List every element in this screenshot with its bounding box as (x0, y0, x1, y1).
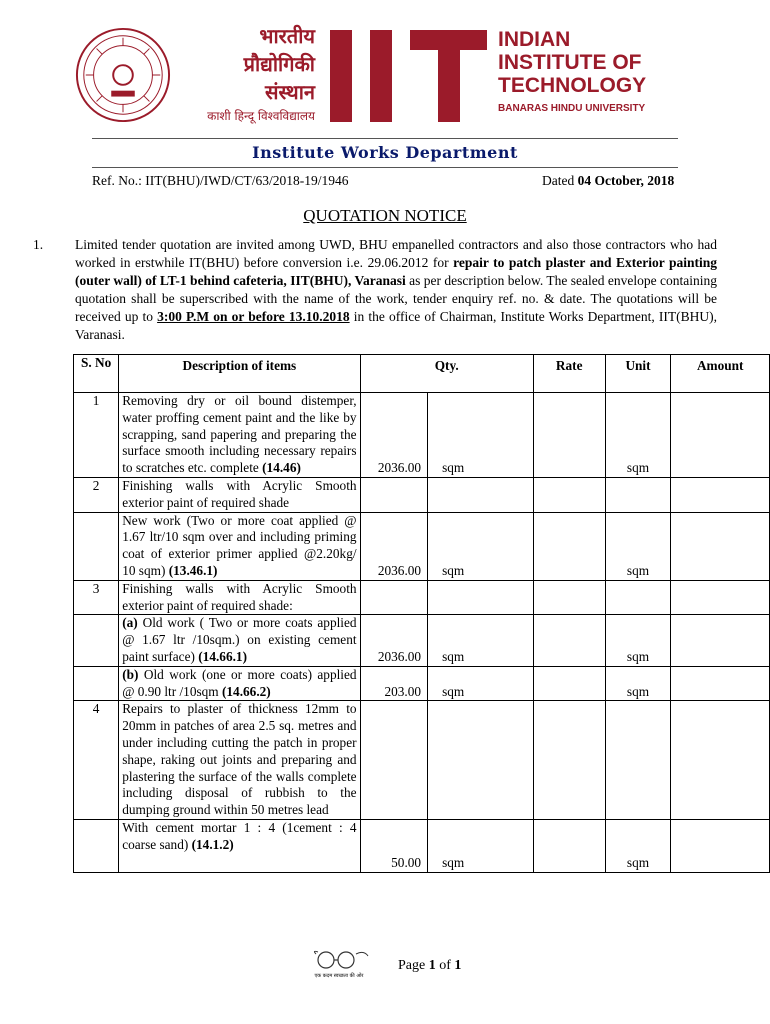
row-unit: sqm (605, 615, 671, 666)
header-qty: Qty. (360, 355, 533, 393)
row-qty (360, 477, 428, 512)
eng-subtitle: BANARAS HINDU UNIVERSITY (498, 103, 646, 114)
row-amount (671, 666, 770, 701)
notice-paragraph (33, 236, 717, 344)
desc-text: Old work ( Two or more coats applied @ 1.67 ltr /10sqm.) on existing cement paint surface) (122, 615, 357, 664)
row-unit (605, 477, 671, 512)
desc-text: Old work (one or more coats) applied @ 0.90 ltr /10sqm (122, 666, 357, 699)
row-qty-unit: sqm (428, 819, 534, 872)
row-rate (533, 819, 605, 872)
row-qty: 50.00 (360, 819, 428, 872)
row-rate (533, 615, 605, 666)
row-rate (533, 477, 605, 512)
desc-prefix: (b) (122, 666, 139, 682)
eng-line-1: INDIAN (498, 28, 571, 51)
table-row (74, 819, 770, 872)
date-line (542, 173, 674, 189)
row-description: Repairs to plaster of thickness 12mm to 20mm in patches of area 2.5 sq. metres and under including cutting the patch in proper shape, raking out joints and preparing and plastering the surface of the walls complete including disposal of rubbish to the dumping ground within 50 metres lead (119, 701, 360, 820)
row-qty: 2036.00 (360, 393, 428, 478)
hindi-line-2: प्रौद्योगिकी (243, 52, 315, 76)
row-amount (671, 701, 770, 820)
row-rate (533, 701, 605, 820)
row-qty: 2036.00 (360, 615, 428, 666)
desc-code: (14.1.2) (191, 836, 234, 852)
row-qty-unit (428, 477, 534, 512)
row-unit (605, 580, 671, 615)
row-amount (671, 615, 770, 666)
table-row (74, 615, 770, 666)
para-work-name: repair to patch plaster and Exterior painting (outer wall) of LT-1 behind cafeteria, IIT(BHU), Varanasi (75, 255, 718, 288)
table-row (74, 512, 770, 580)
header-rate: Rate (533, 355, 605, 393)
row-sno (74, 512, 119, 580)
para-text-2: as per description below. The sealed envelope containing quotation shall be superscribed with the name of the work, tender enquiry ref. no. & date. The quotations will be received up to (75, 273, 717, 324)
row-unit (605, 701, 671, 820)
institute-seal-logo (74, 26, 172, 124)
table-row (74, 666, 770, 701)
swachh-bharat-logo (308, 950, 370, 980)
page-total: 1 (454, 958, 462, 973)
row-amount (671, 819, 770, 872)
para-text-1: Limited tender quotation are invited among UWD, BHU empanelled contractors and also those contractors who had worked in erstwhile IT(BHU) before conversion i.e. 29.06.2012 for (75, 237, 717, 270)
row-qty: 2036.00 (360, 512, 428, 580)
row-description (119, 512, 360, 580)
row-amount (671, 512, 770, 580)
items-table (73, 354, 770, 873)
row-description (119, 393, 360, 478)
row-description: Finishing walls with Acrylic Smooth exterior paint of required shade (119, 477, 360, 512)
reference-number: Ref. No.: IIT(BHU)/IWD/CT/63/2018-19/1946 (92, 173, 349, 188)
desc-text: With cement mortar 1 : 4 (1cement : 4 coarse sand) (122, 819, 357, 852)
row-amount (671, 393, 770, 478)
footer-logo-text: एक कदम स्वच्छता की ओर (314, 973, 364, 979)
row-qty-unit (428, 701, 534, 820)
row-unit: sqm (605, 666, 671, 701)
table-row (74, 477, 770, 512)
row-sno: 4 (74, 701, 119, 820)
page-number (398, 958, 461, 974)
desc-code: (13.46.1) (168, 562, 218, 578)
hindi-line-1: भारतीय (259, 24, 315, 48)
page-of: of (439, 958, 451, 973)
row-unit: sqm (605, 393, 671, 478)
hindi-subtitle: काशी हिन्दू विश्वविद्यालय (207, 109, 315, 123)
row-amount (671, 580, 770, 615)
page-current: 1 (428, 958, 436, 973)
row-sno (74, 666, 119, 701)
para-text-3: in the office of Chairman, Institute Works Department, IIT(BHU), Varanasi. (75, 309, 717, 342)
row-unit: sqm (605, 819, 671, 872)
row-description: Finishing walls with Acrylic Smooth exterior paint of required shade: (119, 580, 360, 615)
desc-code: (14.66.1) (198, 648, 247, 664)
paragraph-text (75, 236, 717, 344)
row-qty (360, 701, 428, 820)
table-row (74, 393, 770, 478)
dated-label: Dated (542, 173, 575, 188)
row-qty-unit: sqm (428, 393, 534, 478)
header-amount: Amount (671, 355, 770, 393)
department-title: Institute Works Department (252, 143, 518, 162)
row-sno (74, 615, 119, 666)
row-sno (74, 819, 119, 872)
desc-code: (14.46) (262, 460, 301, 476)
row-rate (533, 393, 605, 478)
row-rate (533, 580, 605, 615)
row-qty-unit: sqm (428, 615, 534, 666)
row-qty-unit: sqm (428, 512, 534, 580)
department-divider (92, 167, 678, 168)
hindi-line-3: संस्थान (265, 80, 315, 104)
row-description (119, 819, 360, 872)
english-name-block (498, 28, 646, 117)
row-qty: 203.00 (360, 666, 428, 701)
row-description (119, 666, 360, 701)
header-divider (92, 138, 678, 139)
row-qty-unit (428, 580, 534, 615)
row-qty-unit: sqm (428, 666, 534, 701)
notice-title: QUOTATION NOTICE (303, 206, 467, 225)
desc-text: New work (Two or more coat applied @ 1.67 ltr/10 sqm over and including priming coat of exterior primer applied @2.20kg/ 10 sqm) (122, 512, 357, 578)
paragraph-number: 1. (33, 237, 44, 252)
dated-value: 04 October, 2018 (577, 173, 675, 188)
table-row (74, 580, 770, 615)
para-deadline: 3:00 P.M on or before 13.10.2018 (157, 309, 350, 324)
iit-logo-mark (322, 30, 487, 122)
desc-code: (14.66.2) (221, 683, 271, 699)
table-header-row (74, 355, 770, 393)
hindi-name-block (180, 22, 315, 124)
eng-line-2: INSTITUTE OF (498, 51, 642, 74)
header-description: Description of items (119, 355, 360, 393)
row-sno: 3 (74, 580, 119, 615)
eng-line-3: TECHNOLOGY (498, 74, 647, 97)
row-rate (533, 666, 605, 701)
row-description (119, 615, 360, 666)
header-sno: S. No (74, 355, 119, 393)
row-sno: 1 (74, 393, 119, 478)
header-unit: Unit (605, 355, 671, 393)
desc-text: Removing dry or oil bound distemper, water proffing cement paint and the like by scrapping, sand papering and preparing the surface smooth including necessary repairs to scratches etc. complete (122, 393, 357, 476)
table-row (74, 701, 770, 820)
row-unit: sqm (605, 512, 671, 580)
desc-prefix: (a) (122, 615, 138, 631)
row-amount (671, 477, 770, 512)
row-sno: 2 (74, 477, 119, 512)
page-prefix: Page (398, 958, 426, 973)
row-rate (533, 512, 605, 580)
row-qty (360, 580, 428, 615)
